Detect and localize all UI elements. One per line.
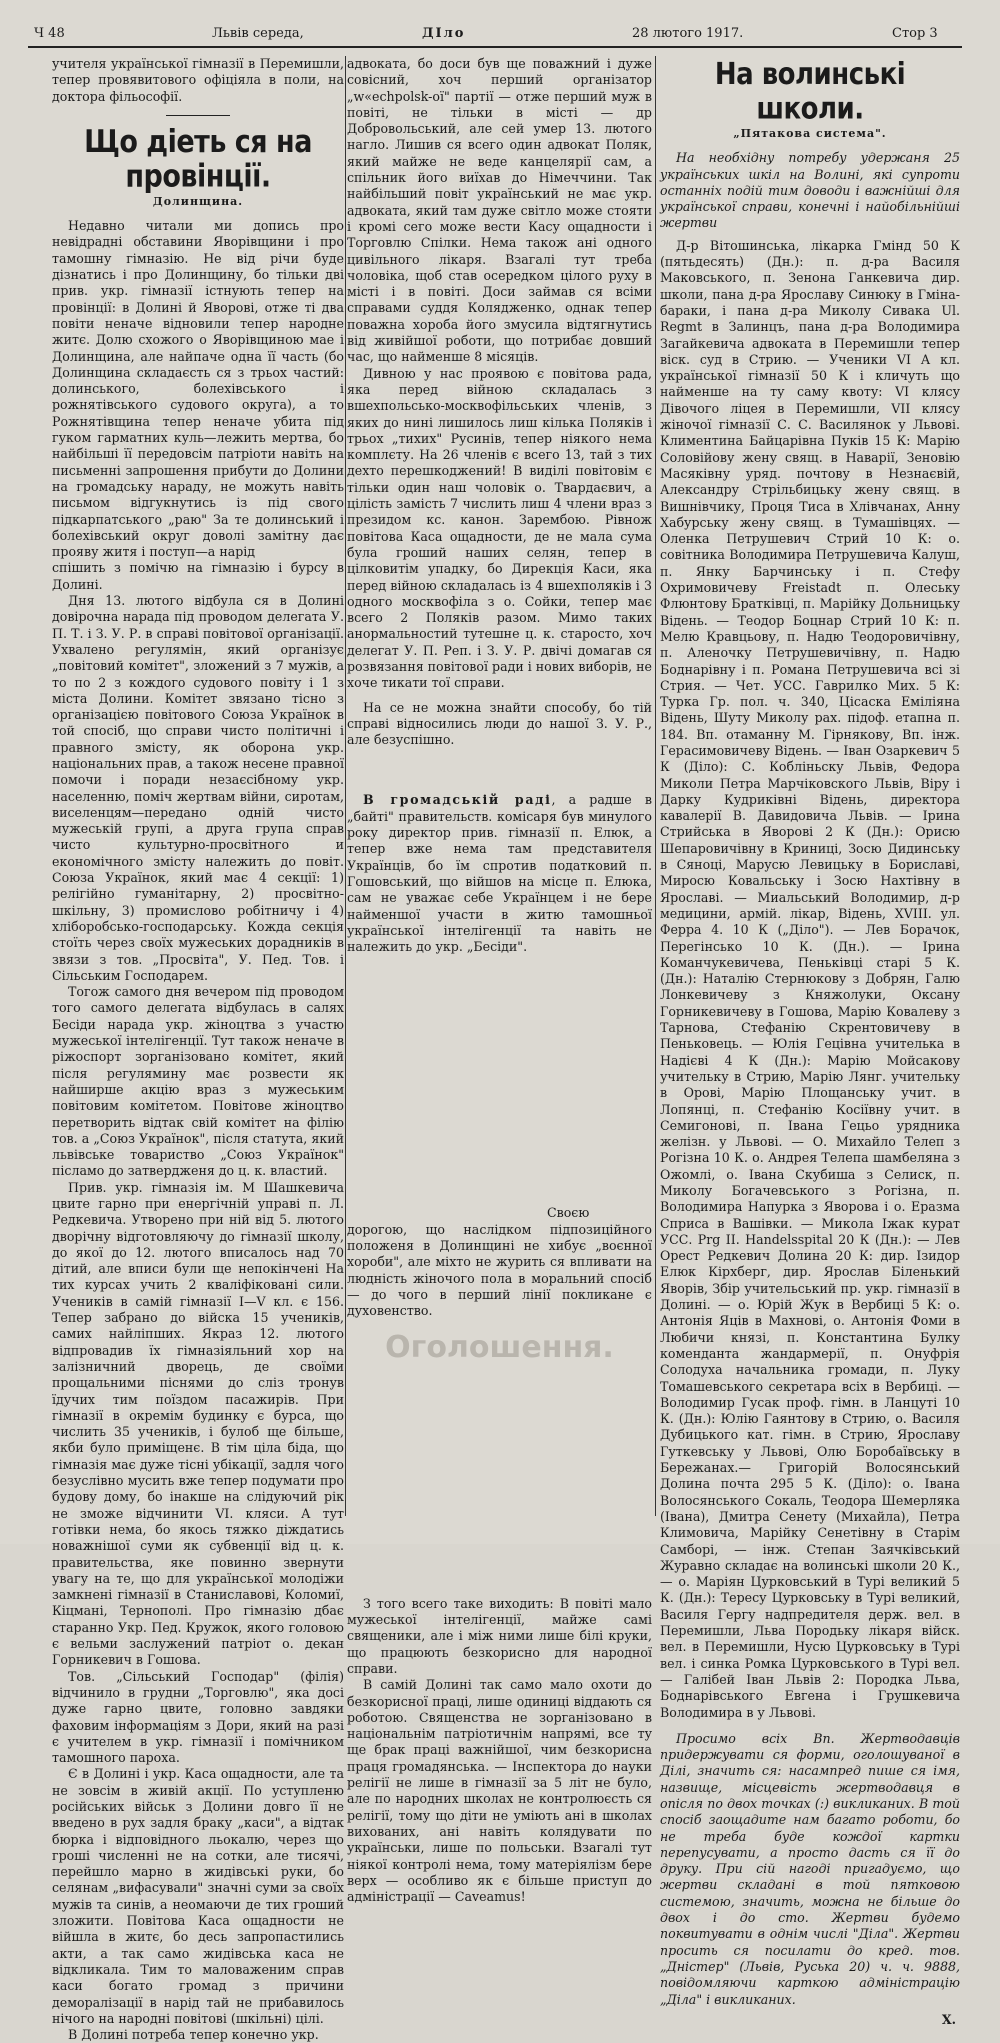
paragraph: спішить з помічю на гімназію і бурсу в Долині. (52, 560, 344, 592)
paragraph: На се не можна знайти способу, бо тій справі відносились люди до нашої З. У. Р., але безуспішно. (347, 699, 652, 748)
article-title: Що діеть ся на провінції. (84, 124, 312, 195)
header-rule (28, 46, 962, 48)
paragraph: В Долині потреба тепер конечно укр. (68, 2027, 319, 2043)
column-2 (347, 56, 653, 1905)
war-paragraph: Своєю дорогою, що наслідком підпозиційного положеня в Долинщині не хибує „воєнної хороби", але міхто не журить ся впливати на людність жіночого пола в моральний спосіб — до чого в перший лінії покликане є духовенство. (347, 1205, 652, 1319)
signature: Х. (941, 2011, 956, 2027)
page-number: Стор 3 (892, 26, 938, 41)
rada-lead: В громадській раді (363, 792, 552, 808)
paragraph: Дня 13. лютого відбула ся в Долині довірочна нарада під проводом делегата У. П. Т. і З. У. Р. в справі повітової організації. Ухвалено регулямін, який організує „повітовий комітет", зложений з 7 мужів, а то по 2 з кождого судового повіту і 1 з міста Долини. Комітет звязано тісно з організацією повітового Союза Українок в той спосіб, що справи чисто політичні і правного змісту, як оборона укр. національних прав, а також несене правної помочи і поради незаєсібному укр. населенню, поміч жертвам війни, сиротам, виселенцям—передано одній чисто мужеській групі, а друга група справ чисто культурно-просвітного и економічного змісту належить до повіт. Союза Українок, який має 4 секції: 1) релігійно гуманітарну, 2) просвітно-шкільну, 3) промислово робітничу і 4) хліборобсько-господарську. Кожда секція стоїть через своїх мужеських дорадників в звязи з тов. „Просвіта", У. Пед. Тов. і Сільським Господарем. (52, 593, 344, 983)
column-divider-2 (655, 56, 656, 1516)
masthead: ДІло (422, 26, 466, 41)
bleed-through-ad: Оголошення. (385, 1329, 614, 1365)
intro-text: учителя української гімназії в Перемишли, тепер провявитового офіціяла в поли, на доктора фільософії. (52, 56, 344, 104)
column-3 (660, 56, 960, 2027)
paragraph: адвоката, бо доси був ще поважний і дуже совісний, хоч перший організатор „w«echpolsk-ої" партії — отже перший муж в повіті, не тільки в місті — др Добровольський, але сей умер 13. лютого нагло. Лишив ся всего один адвокат Поляк, який майже не веде канцелярії сам, а спільник його виїхав до Німеччини. Так найбільший повіт український не має укр. адвоката, який там дуже світло може стояти і кромі сего може вести Касу ощадности і Торговлю Спілки. Нема також ані одного цивільного лікаря. Взагалі тут треба чоловіка, щоб став осередком цілого руху в місті і в повіті. Доси займав ся всіми справами суддя Колядженко, однак тепер поважна хороба його змусила відтягнутись від живійшої роботи, що потрибає довший час, що найменше 8 місяців. (347, 56, 652, 365)
paragraph: З того всего таке виходить: В повіті мало мужеської інтелігенції, майже самі священики, але і між ними лише білі круки, що працюють безкорисно для народної справи. (347, 1595, 652, 1676)
paragraph: Тогож самого дня вечером під проводом того самого делегата відбулась в салях Бесіди нарада укр. жіноцтва з участю мужеської інтелігенції. Тут також неначе в ріжоспорт зорганізовано комітет, який після регулямину має розвести як найширше акцію враз з мужеським повітовим комітетом. Повітове жіноцтво перетворить відтак свій комітет на філію тов. а „Союз Українок", після статута, який львівське товариство „Союз Українок" післамо до затвердженя до ц. к. властий. (52, 984, 344, 1179)
paragraph: В самій Долині так само мало охоти до безкорисної праці, лише одиниці віддають ся роботою. Священства не зорганізовано в національнім патріотичнім напрямі, все ту ще брак праці важнійшої, чим безкорисна праця громадянська. — Інспектора до науки релігії не лише в гімназії за 5 літ не було, але по народних школах не контролюєсть ся релігії, тому що діти не уміють ані в школах вихованих, ані навіть колядувати по українськи, лише по польськи. Взагалі тут ніякої контролі нема, тому матеріялізм бере верх — особливо як є більше приступ до адміністрації — Caveamus! (347, 1677, 652, 1905)
rada-text: , а радше в „байті" правительств. комісаря був минулого року директор прив. гімназії п. Елюк, а тепер вже нема там представителя Українців, бо їм спротив податковий п. Гошовський, що війшов на місце п. Елюка, сам не уважає себе Українцем і не бере найменшої участи в житю тамошньої української інтелігенції та навіть не належить до укр. „Бесіди". (347, 792, 652, 955)
paragraph: Недавно читали ми допись про невідрадні обставини Яворівщини і про тамошну гімназію. Не від річи буде дізнатись і про Долинщину, бо тільки дві прив. укр. гімназії істнують тепер на провінції: в Долині й Яворові, отже ті два повіти неначе відновили тепер народне житє. Долю схожого о Яворівщиною мае і Долинщина, але найпаче одна її часть (бо Долинщина складаєсть ся з трьох частий: долинського, болехівського і рожнятівського судового округа), а то Рожнятівщина тепер неначе убита під гуком гарматних куль—лежить мертва, бо найбільші її передовсім патріоти навіть на письменні запрошення прибути до Долини на громадську нараду, не можуть навіть письмом відгукнутись із під свого підкарпатського „раю" За те долинський і болехівський округ доволі замітну дає прояву житя і поступ—а нарід (52, 218, 344, 560)
place-day: Львів середа, (212, 26, 304, 41)
appeal-title: На волинські школи. (714, 57, 906, 127)
paragraph: Тов. „Сільський Господар" (філія) відчинило в грудни „Торговлю", яка досі дуже гарно цвите, головно завдяки фаховим інформаціям з Дори, який на разі є учителем в укр. гімназії і помічником тамошного пароха. (52, 1668, 344, 1766)
paragraph: Є в Долині і укр. Каса ощадности, але та не зовсім в живій акції. По уступленю російських військ з Долини довго її не введено в рух задля браку „каси", а відтак бюрка і відповідного льокалю, через що гроші численні не на сотки, але тисячі, перейшло марно в жидівські руки, бо селянам „вифасували" значні суми за своїх мужів та синів, а неомаючи де тих гроший зложити. Повітова Каса ощадности не війшла в житє, бо десь запропастились акти, а так само жидівська каса не відкликала. Тим то маловаженим справ каси богато громад з причини деморалізації в нарід тай не прибавилось нічого на народні повітові (шкільні) цілі. (52, 1766, 344, 2026)
donations-list: Д-р Вітошинська, лікарка Гмінд 50 К (пятьдесять) (Дн.): п. д-ра Василя Маковського, п. Зенона Ганкевича дир. школи, пана д-ра Ярославу Синюку в Гміна-бараки, і пана д-ра Миколу Сивака Ul. Regmt в Залинцъ, пана д-ра Володимира Загайкевича адвоката в Перемишли тепер віск. суд в Стрию. — Ученики VI А кл. української гімназії 50 К і кличуть що найменше на ту саму квоту: VI клясу Дівочого ліцея в Перемишли, VII клясу жіночої гімназії С. С. Василянок у Львові. Климентина Байцарівна Пуків 15 К: Марію Соловійову жену свящ. в Наварії, Зеновію Масяківну уряд. почтову в Незнаєвій, Александру Стрільбицьку жену свящ. в Вишнівчику, Проця Тиса в Хлівчанах, Анну Хабурську жену свящ. в Тумашівцях. — Оленка Петрушевич Стрий 10 К: о. совітника Володимира Петрушевича Калуш, п. Янку Барчинську і п. Стефу Охримовичеву Freistadt п. Олеську Флюнтову Братківці, п. Марійку Дольницьку Відень. — Теодор Боцнар Стрий 10 К: п. Мелю Кравцьову, п. Надю Теодоровичівну, п. Аленочку Петрушевичівну, п. Надю Боднарівну і п. Романа Петрушевича всі зі Стрия. — Чет. УСС. Гаврилко Мих. 5 К: Турка Гр. пол. ч. 340, Цісаска Еміліяна Відень, Шуту Миколу рах. підоф. етапна п. 184. Вп. отаманну М. Гірнякову, Вп. інж. Герасимовичеву Відень. — Іван Озаркевич 5 К (Діло): С. Кобліньску Львів, Федора Миколи Петра Марчіковского Львів, Віру і Дарку Кудриківні Відень, директора кавалерії В. Давидовича Львів. — Ірина Стрийська в Яворові 2 К (Дн.): Орисю Шепаровичівну в Криниці, Зосю Дидинську в Сяноці, Марусю Левицьку в Бориславі, Миросю Ковальську і Зосю Нахтівну в Ярославі. — Миальський Володимир, д-р медицини, армій. лікар, Відень, XVIII. ул. Ферра 4. 10 К („Діло"). — Лев Борачок, Перегінсько 10 К. (Дн.). — Ірина Команчукевичева, Пеньківці старі 5 К. (Дн.): Наталію Стернюкову з Добрян, Галю Лонкевичеву з Княжолуки, Оксану Горникевичеву в Гошова, Марію Ковалеву з Тарнова, Стефанію Скрентовичеву в Пеньковець. — Юлія Гецівна учителька в Надієві 4 К (Дн.): Марію Мойсакову учительку в Стрию, Марію Лянг. учительку в Орові, Марію Площанську учит. в Лопянці, п. Стефанію Косіївну учит. в Семигонові, п. Івана Гецьо урядника желізн. у Львові. — О. Михайло Телеп з Рогізна 10 К. о. Андрея Телепа шамбеляна з Ожомлі, о. Івана Скубиша з Селиск, п. Миколу Богачевського з Рогізна, п. Володимира Напурка з Яворова і о. Еразма Сприса в Вашівки. — Микола Іжак курат УСС. Prg II. Handelsspital 20 К (Дн.): — Лев Орест Редкевич Долина 20 К: дир. Ізидор Елюк Кірхберг, дир. Ярослав Біленький Яворів, Збір учительський пр. укр. гімназії в Долині. — о. Юрій Жук в Вербиці 5 К: о. Антонія Яців в Махнові, о. Антонія Фоми в Любичи князі, п. Константина Булку коменданта жандармерії, п. Онуфрія Солодуха начальника громади, п. Луку Томашевського секретара всіх в Вербиці. — Володимир Гусак проф. гімн. в Ланцуті 10 К. (Дн.): Юлію Гаянтову в Стрию, о. Василя Дубицького кат. гімн. в Стрию, Ярославу Гуткевську у Львові, Олю Боробаївську в Бережанах.— Григорій Волосянський Долина почта 295 5 К. (Діло): о. Івана Волосянського Сокаль, Теодора Шемерляка (Івана), Дмитра Сенету (Михайла), Петра Климовича, Марійку Сенетівну в Старім Самборі, — інж. Степан Заячківський Журавно складає на волинські школи 20 К.,— о. Маріян Цурковський в Турі великий 5 К. (Дн.): Тересу Цурковську в Турі великий, Василя Гергу надпредителя держ. вел. в Перемишли, Льва Породьку лікаря війск. вел. в Перемишли, Нусю Цурковську в Турі вел. і синка Ромка Цурковського в Турі вел.— Галібей Іван Львів 2: Породка Льва, Боднарівського Евгена і Грушкевича Володимира в у Львові. (660, 237, 960, 1720)
issue-number: Ч 48 (34, 26, 65, 41)
paragraph: Прив. укр. гімназія ім. М Шашкевича цвите гарно при енергічній управі п. Л. Редкевича. Утворено при ній від 5. лютого дворічну відготовляючу до гімназії школу, до якої до 12. лютого вписалось над 70 дітий, але вписи були ще непокінчені На тих курсах учить 2 кваліфіковані сили. Учеників в самій гімназії I—V кл. є 156. Тепер забрано до війска 15 учеників, самих найліпших. Якраз 12. лютого відпровадив їх гімназіяльний хор на залізничний дворець, де своїми прощальними піснями до сліз тронув їдучих тим поїздом пасажирів. При гімназії в окремім будинку є бурса, що числить 35 учеників, і булоб ще більше, якби було приміщенє. В тім ціла біда, що гімназія має дуже тісні убікації, задля чого безуслівно мусить вже тепер подумати про будову дому, бо інакше на слідуючий рік не зможе відчинити VI. кляси. А тут готівки нема, бо якось тяжко діждатись новажнішої суми як субвенції від ц. к. правительства, яке повинно звернути увагу на те, що для української молодіжи замкнені гімназії в Станиславові, Коломиї, Кіцмані, Тернополі. Про гімназію дбає старанно Укр. Пед. Кружок, якого головою є вельми заслужений патріот о. декан Горникевич в Гошова. (52, 1179, 344, 1668)
issue-date: 28 лютого 1917. (632, 26, 744, 41)
appeal-closing: Просимо всіх Вп. Жертводавців придержувати ся форми, оголошуваної в Ділі, значить ся: насампред пише ся імя, назвище, місцевість жертводавця в опісля по двох точках (:) викликаних. В той спосіб заощадите нам багато роботи, бо не треба буде кождої картки перепусувати, а просто дасть ся її до друку. При сій нагоді пригадуємо, що жертви складані в той пятковою системою, значить, можна не більше до двох і до сто. Жертви будемо поквитувати в однім числі "Діла". Жертви просить ся посилати до кред. тов. „Дністер" (Львів, Руська 20) ч. ч. 9888, повідомляючи карткою адміністрацію „Діла" і викликаних. (660, 1730, 960, 2007)
section-divider (166, 115, 230, 116)
page-header (30, 26, 960, 44)
article-subtitle: Долинщина. (152, 194, 244, 208)
column-divider-1 (345, 56, 346, 1516)
bleed-through-area (347, 955, 652, 1145)
appeal-intro: На необхідну потребу удержаня 25 українських шкіл на Волині, які супроти останніх подій тим доводи і важнійші для української справи, конечні і найобільнійші жертви (660, 150, 960, 231)
rada-paragraph (347, 792, 652, 955)
paragraph: Дивною у нас проявою є повітова рада, яка перед війною складалась з вшехпольсько-москвофільських членів, з яких до нині лишилось лиш кілька Поляків і трьох „тихих" Русинів, тепер ніякого нема комплєту. На 26 членів є всего 13, тай з тих дехто перешкоджений! В виділі повітовім є тільки один наш чоловік о. Твардаєвич, а цілість замість 7 числить лиш 4 члени враз з президом кс. канон. Зарембою. Рівнож повітова Каса ощадности, де не мала сума була гроший наших селян, тепер в цілковитім упадку, бо Дирекція Каси, яка перед війною складалась із 4 вшехполяків і 3 одного москвофіла з о. Сойки, тепер має всего 2 Поляків разом. Мимо таких анормальностий тутешне ц. к. старосто, хоч делегат У. П. Реп. і З. У. Р. двічі домагав ся розвязання повітової ради і нових виборів, не хоче тикати тої справи. (347, 365, 653, 691)
column-1 (52, 56, 344, 2043)
appeal-subtitle: „Пятакова система". (733, 127, 887, 140)
